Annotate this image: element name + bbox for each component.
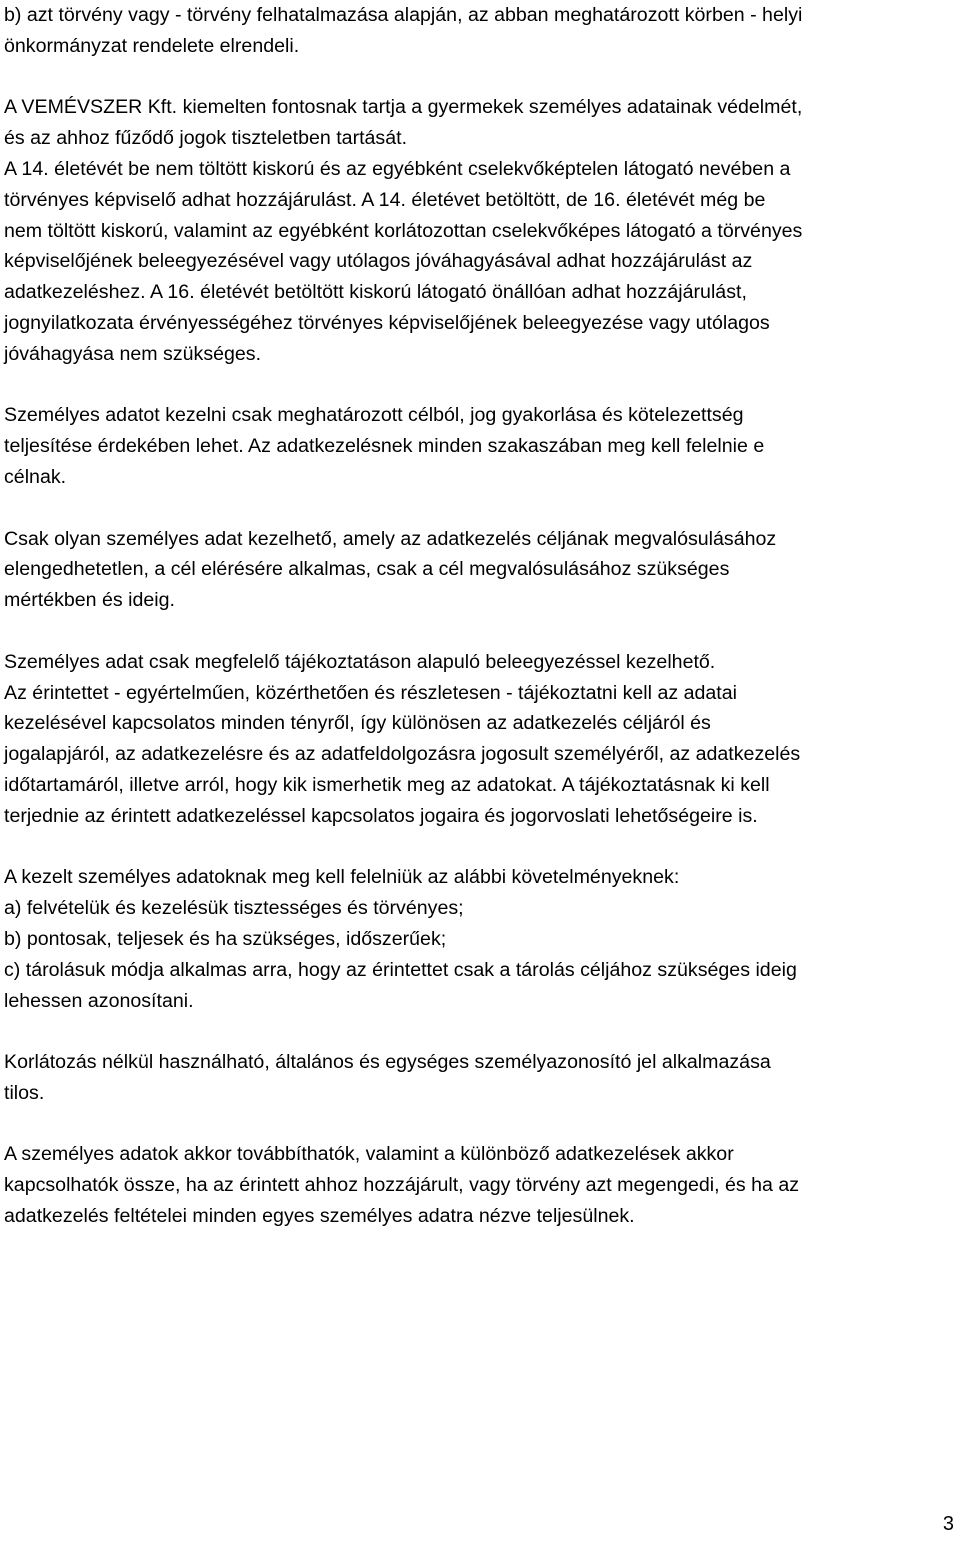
paragraph-gap: [4, 1109, 956, 1140]
paragraph-data-requirements: [4, 862, 956, 1016]
text-line: elengedhetetlen, a cél elérésére alkalmas, csak a cél megvalósulásához szükséges: [4, 558, 730, 581]
text-line: képviselőjének beleegyezésével vagy utólagos jóváhagyásával adhat hozzájárulást az: [4, 250, 753, 273]
text-line: tilos.: [4, 1081, 45, 1104]
text-line: adatkezelés feltételei minden egyes személyes adatra nézve teljesülnek.: [4, 1205, 635, 1228]
text-line: Személyes adat csak megfelelő tájékoztatáson alapuló beleegyezéssel kezelhető.: [4, 650, 716, 673]
text-line: lehessen azonosítani.: [4, 989, 194, 1012]
text-line: Csak olyan személyes adat kezelhető, amely az adatkezelés céljának megvalósulásához: [4, 527, 777, 550]
text-line: kapcsolhatók össze, ha az érintett ahhoz hozzájárult, vagy törvény azt megengedi, és ha az: [4, 1174, 800, 1197]
page-number: 3: [942, 1513, 954, 1535]
text-line: Korlátozás nélkül használható, általános és egységes személyazonosító jel alkalmazása: [4, 1051, 771, 1074]
document-page: [4, 0, 956, 1232]
text-line: b) azt törvény vagy - törvény felhatalmazása alapján, az abban meghatározott körben - helyi: [4, 4, 803, 26]
text-line: mértékben és ideig.: [4, 589, 175, 612]
list-item: b) pontosak, teljesek és ha szükséges, időszerűek;: [4, 927, 447, 950]
text-line: Személyes adatot kezelni csak meghatározott célból, jog gyakorlása és kötelezettség: [4, 404, 744, 427]
paragraph-gap: [4, 616, 956, 647]
paragraph-informed-consent: [4, 647, 956, 832]
list-item: c) tárolásuk módja alkalmas arra, hogy az érintettet csak a tárolás céljához szükséges ideig: [4, 958, 797, 981]
text-line: terjednie az érintett adatkezeléssel kapcsolatos jogaira és jogorvoslati lehetőségeire is.: [4, 804, 758, 827]
text-line: önkormányzat rendelete elrendeli.: [4, 34, 300, 57]
paragraph-purpose-limitation: [4, 400, 956, 492]
paragraph-identifier-prohibition: [4, 1047, 956, 1109]
text-line: jóváhagyása nem szükséges.: [4, 342, 262, 365]
paragraph-b-clause: [4, 0, 956, 62]
paragraph-data-transfer: [4, 1139, 956, 1231]
text-line: törvényes képviselő adhat hozzájárulást. A 14. életévet betöltött, de 16. életévét még be: [4, 188, 766, 211]
paragraph-gap: [4, 1016, 956, 1047]
text-line: jognyilatkozata érvényességéhez törvényes képviselőjének beleegyezése vagy utólagos: [4, 311, 770, 334]
text-line: kezelésével kapcsolatos minden tényről, így különösen az adatkezelés céljáról és: [4, 712, 711, 735]
paragraph-gap: [4, 493, 956, 524]
paragraph-data-minimisation: [4, 524, 956, 616]
paragraph-children-data: [4, 92, 956, 369]
text-line: A kezelt személyes adatoknak meg kell felelniük az alábbi követelményeknek:: [4, 866, 680, 889]
text-line: A VEMÉVSZER Kft. kiemelten fontosnak tartja a gyermekek személyes adatainak védelmét,: [4, 96, 803, 119]
text-line: jogalapjáról, az adatkezelésre és az adatfeldolgozásra jogosult személyéről, az adatkezelés: [4, 743, 801, 766]
text-line: és az ahhoz fűződő jogok tiszteletben tartását.: [4, 127, 408, 150]
paragraph-gap: [4, 370, 956, 401]
text-line: A személyes adatok akkor továbbíthatók, valamint a különböző adatkezelések akkor: [4, 1143, 734, 1166]
list-item: a) felvételük és kezelésük tisztességes és törvényes;: [4, 897, 464, 920]
text-line: időtartamáról, illetve arról, hogy kik ismerhetik meg az adatokat. A tájékoztatásnak ki kell: [4, 773, 770, 796]
text-line: célnak.: [4, 465, 67, 488]
paragraph-gap: [4, 832, 956, 863]
text-line: nem töltött kiskorú, valamint az egyébként korlátozottan cselekvőképes látogató a törvényes: [4, 219, 803, 242]
text-line: A 14. életévét be nem töltött kiskorú és az egyébként cselekvőképtelen látogató nevében a: [4, 157, 791, 180]
text-line: teljesítése érdekében lehet. Az adatkezelésnek minden szakaszában meg kell felelnie e: [4, 435, 765, 458]
text-line: adatkezeléshez. A 16. életévét betöltött kiskorú látogató önállóan adhat hozzájárulást,: [4, 281, 747, 304]
paragraph-gap: [4, 62, 956, 93]
text-line: Az érintettet - egyértelműen, közérthetően és részletesen - tájékoztatni kell az adatai: [4, 681, 737, 704]
